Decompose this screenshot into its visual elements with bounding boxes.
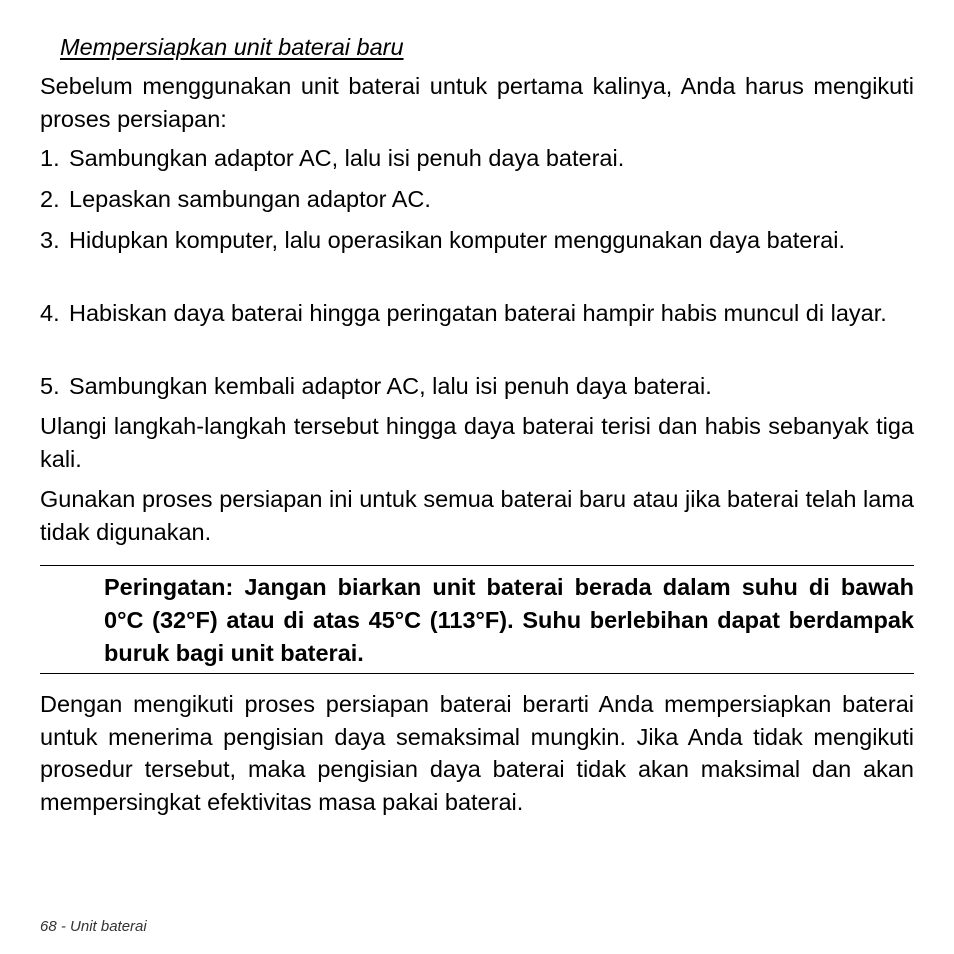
conclusion-paragraph: Dengan mengikuti proses persiapan baterai berarti Anda mempersiapkan baterai untuk menerima pengisian daya semaksimal mungkin. Jika Anda tidak mengikuti prosedur tersebut, maka pengisian daya baterai tidak akan maksimal dan akan mempersingkat efektivitas masa pakai baterai. [40, 691, 914, 815]
step-number: 5. [40, 373, 60, 399]
intro-paragraph: Sebelum menggunakan unit baterai untuk pertama kalinya, Anda harus mengikuti proses persiapan: [40, 73, 914, 132]
warning-top-divider [40, 565, 914, 566]
list-item-step-2 [40, 183, 914, 216]
page-footer: 68 - Unit baterai [40, 918, 147, 935]
step-number: 1. [40, 145, 60, 171]
list-item-step-3 [40, 224, 914, 257]
warning-bottom-divider [40, 673, 914, 674]
usage-paragraph: Gunakan proses persiapan ini untuk semua baterai baru atau jika baterai telah lama tidak digunakan. [40, 486, 914, 545]
step-number: 2. [40, 186, 60, 212]
list-item-step-4 [40, 297, 914, 330]
step-number: 4. [40, 300, 60, 326]
repeat-paragraph: Ulangi langkah-langkah tersebut hingga daya baterai terisi dan habis sebanyak tiga kali. [40, 413, 914, 472]
step-text: Lepaskan sambungan adaptor AC. [69, 186, 431, 212]
list-item-step-1 [40, 142, 914, 175]
step-text: Sambungkan kembali adaptor AC, lalu isi penuh daya baterai. [69, 373, 712, 399]
section-heading: Mempersiapkan unit baterai baru [60, 34, 404, 60]
list-item-step-5 [40, 370, 914, 403]
step-number: 3. [40, 227, 60, 253]
warning-note: Peringatan: Jangan biarkan unit baterai berada dalam suhu di bawah 0°C (32°F) atau di atas 45°C (113°F). Suhu berlebihan dapat berdampak buruk bagi unit baterai. [104, 574, 914, 666]
step-text: Sambungkan adaptor AC, lalu isi penuh daya baterai. [69, 145, 625, 171]
step-text: Hidupkan komputer, lalu operasikan komputer menggunakan daya baterai. [69, 227, 845, 253]
step-text: Habiskan daya baterai hingga peringatan baterai hampir habis muncul di layar. [69, 300, 887, 326]
